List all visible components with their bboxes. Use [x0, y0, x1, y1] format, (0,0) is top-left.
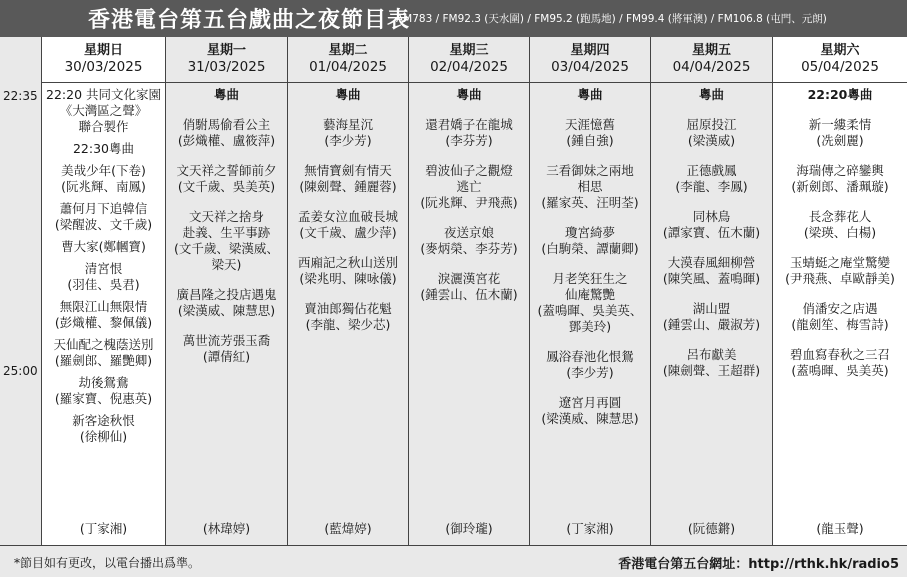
program-cast: (白駒榮、譚蘭卿) — [541, 241, 639, 256]
program-item — [530, 163, 650, 211]
program-cast: (梁漢威、陳慧思) — [177, 303, 276, 318]
day-column — [165, 37, 287, 545]
day-date: 02/04/2025 — [430, 59, 508, 75]
day-name: 星期日 — [83, 43, 123, 58]
program-title: 俏潘安之店遇 — [802, 301, 878, 316]
program-title: 無限江山無限情 — [59, 299, 148, 314]
day-date: 31/03/2025 — [187, 59, 266, 75]
program-item — [288, 163, 408, 195]
program-cast: (陳劍聲、王超群) — [662, 363, 761, 378]
host-name: (阮德鏘) — [687, 521, 736, 536]
program-title: 孟姜女泣血破長城 — [297, 209, 398, 224]
program-title: 玉蜻蜓之庵堂驚變 — [789, 255, 890, 270]
title-bar — [0, 0, 907, 37]
program-title: 湖山盟 — [692, 301, 731, 316]
program-title: 西廂記之秋山送別 — [297, 255, 398, 270]
program-list — [166, 87, 287, 379]
day-date: 01/04/2025 — [309, 59, 387, 75]
genre-label: 粵曲 — [335, 87, 361, 102]
program-title: 清宮恨 — [84, 261, 123, 276]
program-title: 22:20 共同文化家園 《大灣區之聲》 聯合製作 — [46, 87, 161, 134]
program-title: 萬世流芳張玉喬 — [182, 333, 271, 348]
genre-label: 粵曲 — [456, 87, 482, 102]
program-title: 藝海星沉 — [322, 117, 373, 132]
program-item — [166, 333, 287, 365]
program-item — [42, 87, 165, 135]
program-title: 長念葬花人 — [808, 209, 872, 224]
program-item — [42, 261, 165, 293]
program-cast: (鍾雲山、嚴淑芳) — [662, 317, 761, 332]
program-list — [409, 87, 529, 317]
program-cast: (陳笑風、蓋鳴暉) — [662, 271, 761, 286]
program-list — [530, 87, 650, 441]
program-title: 呂布獻美 — [686, 347, 737, 362]
program-list — [288, 87, 408, 347]
program-title: 月老笑狂生之 仙庵驚艷 — [552, 271, 628, 302]
day-header — [773, 37, 907, 82]
program-cast: (彭熾權、盧筱萍) — [177, 133, 276, 148]
program-title: 正德戲鳳 — [686, 163, 737, 178]
program-title: 文天祥之捨身 赴義、生平事跡 — [182, 209, 271, 240]
program-item — [773, 301, 907, 333]
time-label-end: 25:00 — [3, 364, 38, 378]
header-divider — [530, 82, 650, 83]
page-title: 香港電台第五台戲曲之夜節目表 — [88, 8, 411, 33]
day-name: 星期二 — [328, 43, 368, 58]
program-title: 無情寶劍有情天 — [304, 163, 392, 178]
program-title: 22:30粵曲 — [72, 141, 135, 156]
header-divider — [651, 82, 772, 83]
day-header — [530, 37, 650, 82]
program-item — [651, 163, 772, 195]
website-link[interactable]: 香港電台第五台網址：http://rthk.hk/radio5 — [618, 557, 899, 572]
program-cast: (李芬芳) — [445, 133, 493, 148]
program-title: 瓊宮綺夢 — [564, 225, 615, 240]
day-date: 30/03/2025 — [64, 59, 143, 75]
genre-label: 22:20粵曲 — [807, 87, 873, 102]
header-divider — [409, 82, 529, 83]
day-name: 星期六 — [820, 43, 860, 58]
program-cast: (陳劍聲、鍾麗蓉) — [299, 179, 397, 194]
footer-note: *節目如有更改，以電台播出爲準。 — [14, 556, 201, 570]
program-title: 屈原投江 — [686, 117, 737, 132]
program-cast: (羅劍郎、羅艷卿) — [54, 353, 153, 368]
host-name: (御玲瓏) — [445, 521, 493, 536]
header-divider — [42, 82, 165, 83]
genre-label: 粵曲 — [577, 87, 603, 102]
program-cast: (文千歲、吳美英) — [177, 179, 276, 194]
program-cast: (蓋鳴暉、吳美英) — [791, 363, 889, 378]
header-divider — [773, 82, 907, 83]
program-cast: (新劍郎、潘珮璇) — [791, 179, 889, 194]
program-title: 天仙配之槐蔭送別 — [53, 337, 154, 352]
program-item — [409, 163, 529, 211]
program-item — [651, 255, 772, 287]
program-title: 新一縷柔情 — [808, 117, 872, 132]
program-title: 大漠春風細柳營 — [667, 255, 756, 270]
program-cast: (蓋鳴暉、吳美英、 鄧美玲) — [537, 303, 643, 334]
program-item — [651, 301, 772, 333]
program-cast: (譚家寶、伍木蘭) — [662, 225, 761, 240]
program-item — [773, 255, 907, 287]
program-title: 美哉少年(下卷) — [61, 163, 146, 178]
program-item — [651, 209, 772, 241]
program-cast: (文千歲、盧少萍) — [299, 225, 397, 240]
day-column — [529, 37, 650, 545]
program-item — [773, 163, 907, 195]
program-item — [42, 201, 165, 233]
program-cast: (羅家英、汪明荃) — [541, 195, 639, 210]
program-list — [42, 87, 165, 451]
program-cast: (羽佳、吳君) — [67, 277, 140, 292]
program-cast: (阮兆輝、尹飛燕) — [420, 195, 518, 210]
day-name: 星期四 — [570, 43, 610, 58]
program-item — [166, 117, 287, 149]
program-list — [651, 87, 772, 393]
program-cast: (梁瑛、白楊) — [803, 225, 877, 240]
host-name: (藍煒婷) — [324, 521, 372, 536]
program-title: 蕭何月下追韓信 — [59, 201, 148, 216]
day-header — [166, 37, 287, 82]
frequency-list: AM783 / FM92.3 (天水圍) / FM95.2 (跑馬地) / FM99.4 (將軍澳) / FM106.8 (屯門、元朗) — [396, 13, 827, 25]
day-date: 05/04/2025 — [801, 59, 879, 75]
program-cast: (冼劍麗) — [816, 133, 864, 148]
program-title: 新客途秋恨 — [72, 413, 135, 428]
header-divider — [288, 82, 408, 83]
day-column — [650, 37, 772, 545]
program-title: 還君嬌子在龍城 — [425, 117, 513, 132]
program-cast: (徐柳仙) — [79, 429, 128, 444]
program-item — [42, 375, 165, 407]
program-item — [288, 255, 408, 287]
day-name: 星期三 — [449, 43, 489, 58]
program-item — [166, 163, 287, 195]
program-item — [166, 209, 287, 273]
program-item — [42, 239, 165, 255]
program-cast: (梁漢威) — [687, 133, 736, 148]
day-name: 星期五 — [691, 43, 731, 58]
program-title: 劫後鴛鴦 — [78, 375, 129, 390]
program-cast: (麥炳榮、李芬芳) — [420, 241, 518, 256]
program-title: 俏駙馬偷看公主 — [182, 117, 271, 132]
host-name: (龍玉聲) — [816, 521, 864, 536]
program-cast: (文千歲、梁漢威、 梁天) — [174, 241, 279, 272]
footer — [0, 545, 907, 577]
day-column — [287, 37, 408, 545]
day-column — [408, 37, 529, 545]
program-title: 文天祥之誓師前夕 — [176, 163, 277, 178]
program-title: 淚灑漢宮花 — [437, 271, 501, 286]
program-item — [42, 141, 165, 157]
program-item — [651, 347, 772, 379]
program-item — [42, 337, 165, 369]
program-title: 遼宮月再圓 — [558, 395, 622, 410]
program-item — [530, 271, 650, 335]
time-column — [0, 37, 41, 545]
program-item — [42, 163, 165, 195]
day-header — [42, 37, 165, 82]
program-title: 夜送京娘 — [443, 225, 494, 240]
program-title: 天涯憶舊 — [564, 117, 615, 132]
program-title: 鳳浴春池化恨鴛 — [546, 349, 634, 364]
host-name: (丁家湘) — [566, 521, 614, 536]
program-cast: (阮兆輝、南鳳) — [61, 179, 146, 194]
program-item — [773, 347, 907, 379]
program-item — [409, 225, 529, 257]
time-label-start: 22:35 — [3, 89, 38, 103]
program-cast: (李龍、梁少芯) — [305, 317, 391, 332]
program-cast: (鍾雲山、伍木蘭) — [420, 287, 518, 302]
genre-label: 粵曲 — [213, 87, 239, 102]
program-title: 碧波仙子之觀燈 逃亡 — [425, 163, 513, 194]
day-date: 04/04/2025 — [672, 59, 751, 75]
program-title: 賣油郎獨佔花魁 — [304, 301, 392, 316]
day-header — [409, 37, 529, 82]
program-cast: (龍劍笙、梅雪詩) — [791, 317, 889, 332]
program-item — [409, 271, 529, 303]
host-name: (丁家湘) — [79, 521, 128, 536]
program-item — [288, 209, 408, 241]
program-cast: (李少芳) — [324, 133, 372, 148]
program-cast: (李龍、李鳳) — [675, 179, 748, 194]
day-header — [651, 37, 772, 82]
program-cast: (譚倩紅) — [202, 349, 251, 364]
program-item — [288, 301, 408, 333]
program-item — [773, 209, 907, 241]
day-column — [41, 37, 165, 545]
program-cast: (鍾自強) — [566, 133, 614, 148]
day-header — [288, 37, 408, 82]
schedule-grid — [0, 37, 907, 545]
program-item — [651, 117, 772, 149]
program-item — [288, 117, 408, 149]
program-item — [166, 287, 287, 319]
header-divider — [166, 82, 287, 83]
program-cast: (梁漢威、陳慧思) — [541, 411, 639, 426]
program-cast: (梁醒波、文千歲) — [54, 217, 153, 232]
program-item — [409, 117, 529, 149]
program-item — [42, 299, 165, 331]
program-item — [530, 117, 650, 149]
program-item — [530, 225, 650, 257]
program-item — [530, 349, 650, 381]
program-list — [773, 87, 907, 393]
host-name: (林瑋婷) — [202, 521, 251, 536]
program-cast: (羅家寶、倪惠英) — [54, 391, 153, 406]
program-cast: (尹飛燕、卓歐靜美) — [785, 271, 895, 286]
program-title: 海瑞傳之碎鑾輿 — [796, 163, 884, 178]
program-item — [530, 395, 650, 427]
program-item — [773, 117, 907, 149]
program-cast: (彭熾權、黎佩儀) — [54, 315, 153, 330]
program-title: 三看御妹之兩地 相思 — [546, 163, 634, 194]
program-title: 碧血寫春秋之三召 — [789, 347, 890, 362]
program-title: 廣昌隆之投店遇鬼 — [176, 287, 277, 302]
program-cast: (李少芳) — [566, 365, 614, 380]
program-cast: (梁兆明、陳咏儀) — [299, 271, 397, 286]
day-column — [772, 37, 907, 545]
day-name: 星期一 — [206, 43, 246, 58]
genre-label: 粵曲 — [698, 87, 724, 102]
program-title: 同林鳥 — [692, 209, 731, 224]
program-title: 曹大家(鄭幗寶) — [61, 239, 146, 254]
program-item — [42, 413, 165, 445]
day-date: 03/04/2025 — [551, 59, 629, 75]
